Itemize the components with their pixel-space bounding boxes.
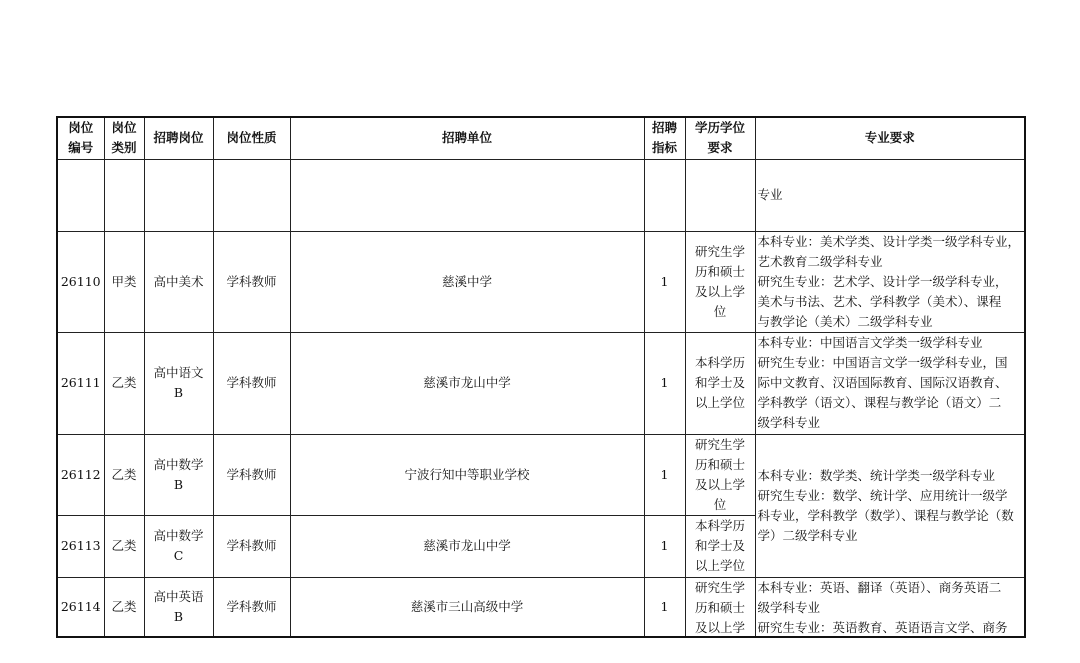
header-post-type: 岗位 类别: [104, 117, 144, 159]
header-post-nature: 岗位性质: [213, 117, 290, 159]
cell-post-type: 乙类: [104, 515, 144, 577]
header-major: 专业要求: [755, 117, 1025, 159]
cell-degree: 本科学历 和学士及 以上学位: [685, 515, 755, 577]
table-row-continuation: [57, 159, 1025, 231]
cell-major: 本科专业：中国语言文学类一级学科专业 研究生专业：中国语言文学一级学科专业，国 际中文教育、汉语国际教育、国际汉语教育、 学科教学（语文）、课程与教学论（语文）二 级学科专业: [755, 332, 1025, 434]
cell-quota: 1: [644, 434, 685, 515]
cell-post-id: 26111: [57, 332, 104, 434]
cell-empty: [290, 159, 644, 231]
cell-quota: 1: [644, 332, 685, 434]
cell-degree: [685, 577, 755, 637]
cell-post-name: 高中数学 B: [144, 434, 213, 515]
cell-major-merged: 本科专业：数学类、统计学类一级学科专业 研究生专业：数学、统计学、应用统计一级学 科专业，学科教学（数学）、课程与教学论（数 学）二级学科专业: [755, 434, 1025, 577]
cell-post-nature: 学科教师: [213, 515, 290, 577]
cell-unit: 慈溪中学: [290, 231, 644, 332]
cell-quota: 1: [644, 577, 685, 637]
header-quota: 招聘 指标: [644, 117, 685, 159]
cell-major: 本科专业：美术学类、设计学类一级学科专业， 艺术教育二级学科专业 研究生专业：艺术学、设计学一级学科专业， 美术与书法、艺术、学科教学（美术）、课程 与教学论（美术）二级学科专业: [755, 231, 1025, 332]
cell-empty: [144, 159, 213, 231]
header-post-id: 岗位 编号: [57, 117, 104, 159]
cell-degree: 研究生学 历和硕士 及以上学 位: [685, 434, 755, 515]
cell-post-nature: 学科教师: [213, 434, 290, 515]
cell-post-name: 高中数学 C: [144, 515, 213, 577]
cell-major-continuation: 专业: [755, 159, 1025, 231]
degree-text: 研究生学 历和硕士 及以上学: [694, 579, 745, 635]
cell-post-type: 乙类: [104, 577, 144, 637]
cell-post-nature: 学科教师: [213, 577, 290, 637]
cell-unit: 慈溪市龙山中学: [290, 332, 644, 434]
cell-empty: [57, 159, 104, 231]
cell-post-nature: 学科教师: [213, 332, 290, 434]
cell-unit: 宁波行知中等职业学校: [290, 434, 644, 515]
table-header-row: [57, 117, 1025, 159]
cell-post-id: 26113: [57, 515, 104, 577]
cell-quota: 1: [644, 231, 685, 332]
cell-post-name: 高中美术: [144, 231, 213, 332]
cell-empty: [685, 159, 755, 231]
header-post-name: 招聘岗位: [144, 117, 213, 159]
cell-empty: [644, 159, 685, 231]
table-row: [57, 231, 1025, 332]
table-row: [57, 577, 1025, 637]
cell-degree: 研究生学 历和硕士 及以上学 位: [685, 231, 755, 332]
cell-post-id: 26112: [57, 434, 104, 515]
cell-post-name: 高中英语 B: [144, 577, 213, 637]
recruitment-table: [56, 116, 1026, 638]
cell-post-nature: 学科教师: [213, 231, 290, 332]
cell-major: [755, 577, 1025, 637]
cell-post-name: 高中语文 B: [144, 332, 213, 434]
cell-post-type: 甲类: [104, 231, 144, 332]
cell-post-id: 26114: [57, 577, 104, 637]
header-unit: 招聘单位: [290, 117, 644, 159]
cell-quota: 1: [644, 515, 685, 577]
cell-empty: [104, 159, 144, 231]
cell-degree: 本科学历 和学士及 以上学位: [685, 332, 755, 434]
major-text: 本科专业：英语、翻译（英语）、商务英语二 级学科专业 研究生专业：英语教育、英语语言文学、商务: [757, 579, 1008, 635]
cell-empty: [213, 159, 290, 231]
cell-unit: 慈溪市三山高级中学: [290, 577, 644, 637]
cell-post-type: 乙类: [104, 434, 144, 515]
table-row: [57, 434, 1025, 515]
cell-post-id: 26110: [57, 231, 104, 332]
header-degree: 学历学位 要求: [685, 117, 755, 159]
cell-post-type: 乙类: [104, 332, 144, 434]
table-row: [57, 332, 1025, 434]
cell-unit: 慈溪市龙山中学: [290, 515, 644, 577]
